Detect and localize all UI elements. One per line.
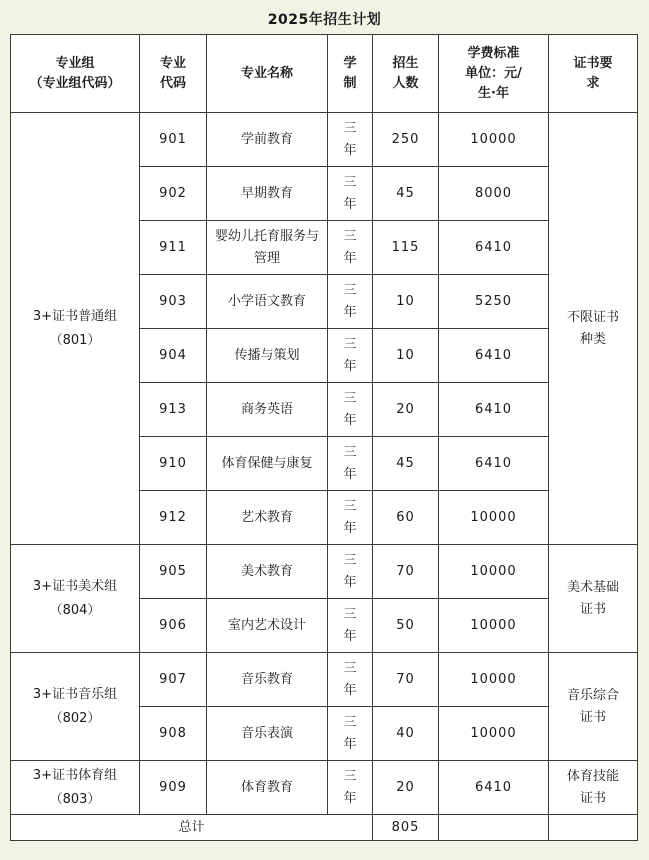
duration <box>328 761 373 815</box>
major-name: 小学语文教育 <box>207 275 328 329</box>
enrollment-count: 45 <box>373 167 439 221</box>
tuition-fee: 6410 <box>439 329 549 383</box>
certificate-requirement: 体育技能证书 <box>549 761 638 815</box>
tuition-fee: 10000 <box>439 599 549 653</box>
major-name: 婴幼儿托育服务与管理 <box>207 221 328 275</box>
duration <box>328 383 373 437</box>
duration <box>328 599 373 653</box>
major-code: 913 <box>140 383 207 437</box>
enrollment-count: 115 <box>373 221 439 275</box>
duration <box>328 275 373 329</box>
major-code: 909 <box>140 761 207 815</box>
tuition-fee: 10000 <box>439 653 549 707</box>
major-name: 体育保健与康复 <box>207 437 328 491</box>
major-name: 传播与策划 <box>207 329 328 383</box>
major-code: 903 <box>140 275 207 329</box>
header-row <box>11 35 638 113</box>
header-enrollment: 招生 人数 <box>373 35 439 113</box>
duration-text: 三年 <box>343 552 357 590</box>
tuition-fee: 10000 <box>439 545 549 599</box>
group-name: 3+证书美术组 <box>32 578 118 594</box>
major-code: 910 <box>140 437 207 491</box>
enrollment-count: 250 <box>373 113 439 167</box>
duration <box>328 221 373 275</box>
group-code: （804） <box>49 602 101 618</box>
major-code: 906 <box>140 599 207 653</box>
duration <box>328 653 373 707</box>
duration <box>328 707 373 761</box>
group-name: 3+证书音乐组 <box>32 686 118 702</box>
duration-text: 三年 <box>343 336 357 374</box>
major-name: 美术教育 <box>207 545 328 599</box>
duration <box>328 167 373 221</box>
header-group: 专业组 （专业组代码） <box>11 35 140 113</box>
duration <box>328 113 373 167</box>
group-code: （802） <box>49 710 101 726</box>
group-cell <box>11 113 140 545</box>
total-count: 805 <box>373 815 439 841</box>
duration-text: 三年 <box>343 282 357 320</box>
group-cell <box>11 545 140 653</box>
enrollment-count: 40 <box>373 707 439 761</box>
duration-text: 三年 <box>343 660 357 698</box>
header-code: 专业 代码 <box>140 35 207 113</box>
duration-text: 三年 <box>343 120 357 158</box>
table-body <box>11 113 638 815</box>
major-name: 音乐教育 <box>207 653 328 707</box>
duration-text: 三年 <box>343 444 357 482</box>
total-cert-empty <box>549 815 638 841</box>
enrollment-count: 10 <box>373 329 439 383</box>
major-code: 911 <box>140 221 207 275</box>
group-code: （803） <box>49 791 101 807</box>
tuition-fee: 10000 <box>439 113 549 167</box>
major-code: 908 <box>140 707 207 761</box>
major-name: 学前教育 <box>207 113 328 167</box>
major-code: 907 <box>140 653 207 707</box>
page-title: 2025年招生计划 <box>267 12 382 28</box>
duration <box>328 329 373 383</box>
certificate-requirement: 美术基础证书 <box>549 545 638 653</box>
header-duration: 学 制 <box>328 35 373 113</box>
table-row <box>11 761 638 815</box>
major-name: 艺术教育 <box>207 491 328 545</box>
table-row <box>11 113 638 167</box>
header-cert: 证书要 求 <box>549 35 638 113</box>
total-label: 总计 <box>11 815 373 841</box>
enrollment-count: 10 <box>373 275 439 329</box>
major-code: 904 <box>140 329 207 383</box>
duration-text: 三年 <box>343 228 357 266</box>
duration-text: 三年 <box>343 174 357 212</box>
duration-text: 三年 <box>343 714 357 752</box>
duration <box>328 491 373 545</box>
duration <box>328 545 373 599</box>
major-code: 912 <box>140 491 207 545</box>
enrollment-count: 70 <box>373 545 439 599</box>
major-name: 室内艺术设计 <box>207 599 328 653</box>
enrollment-count: 70 <box>373 653 439 707</box>
major-name: 早期教育 <box>207 167 328 221</box>
duration-text: 三年 <box>343 606 357 644</box>
tuition-fee: 5250 <box>439 275 549 329</box>
tuition-fee: 10000 <box>439 491 549 545</box>
tuition-fee: 10000 <box>439 707 549 761</box>
duration-text: 三年 <box>343 498 357 536</box>
header-fee: 学费标准 单位：元/ 生·年 <box>439 35 549 113</box>
total-fee-empty <box>439 815 549 841</box>
tuition-fee: 6410 <box>439 437 549 491</box>
group-name: 3+证书普通组 <box>32 308 118 324</box>
tuition-fee: 6410 <box>439 761 549 815</box>
group-cell <box>11 761 140 815</box>
certificate-requirement: 音乐综合证书 <box>549 653 638 761</box>
enrollment-plan-table <box>10 34 638 841</box>
group-name: 3+证书体育组 <box>32 767 118 783</box>
certificate-requirement: 不限证书种类 <box>549 113 638 545</box>
enrollment-count: 45 <box>373 437 439 491</box>
table-row <box>11 653 638 707</box>
major-name: 体育教育 <box>207 761 328 815</box>
major-code: 905 <box>140 545 207 599</box>
tuition-fee: 8000 <box>439 167 549 221</box>
enrollment-count: 50 <box>373 599 439 653</box>
tuition-fee: 6410 <box>439 383 549 437</box>
enrollment-count: 20 <box>373 761 439 815</box>
duration <box>328 437 373 491</box>
duration-text: 三年 <box>343 768 357 806</box>
major-code: 901 <box>140 113 207 167</box>
total-row <box>11 815 638 841</box>
table-row <box>11 545 638 599</box>
enrollment-count: 60 <box>373 491 439 545</box>
major-code: 902 <box>140 167 207 221</box>
tuition-fee: 6410 <box>439 221 549 275</box>
group-cell <box>11 653 140 761</box>
group-code: （801） <box>49 332 101 348</box>
major-name: 音乐表演 <box>207 707 328 761</box>
header-name: 专业名称 <box>207 35 328 113</box>
duration-text: 三年 <box>343 390 357 428</box>
major-name: 商务英语 <box>207 383 328 437</box>
enrollment-count: 20 <box>373 383 439 437</box>
